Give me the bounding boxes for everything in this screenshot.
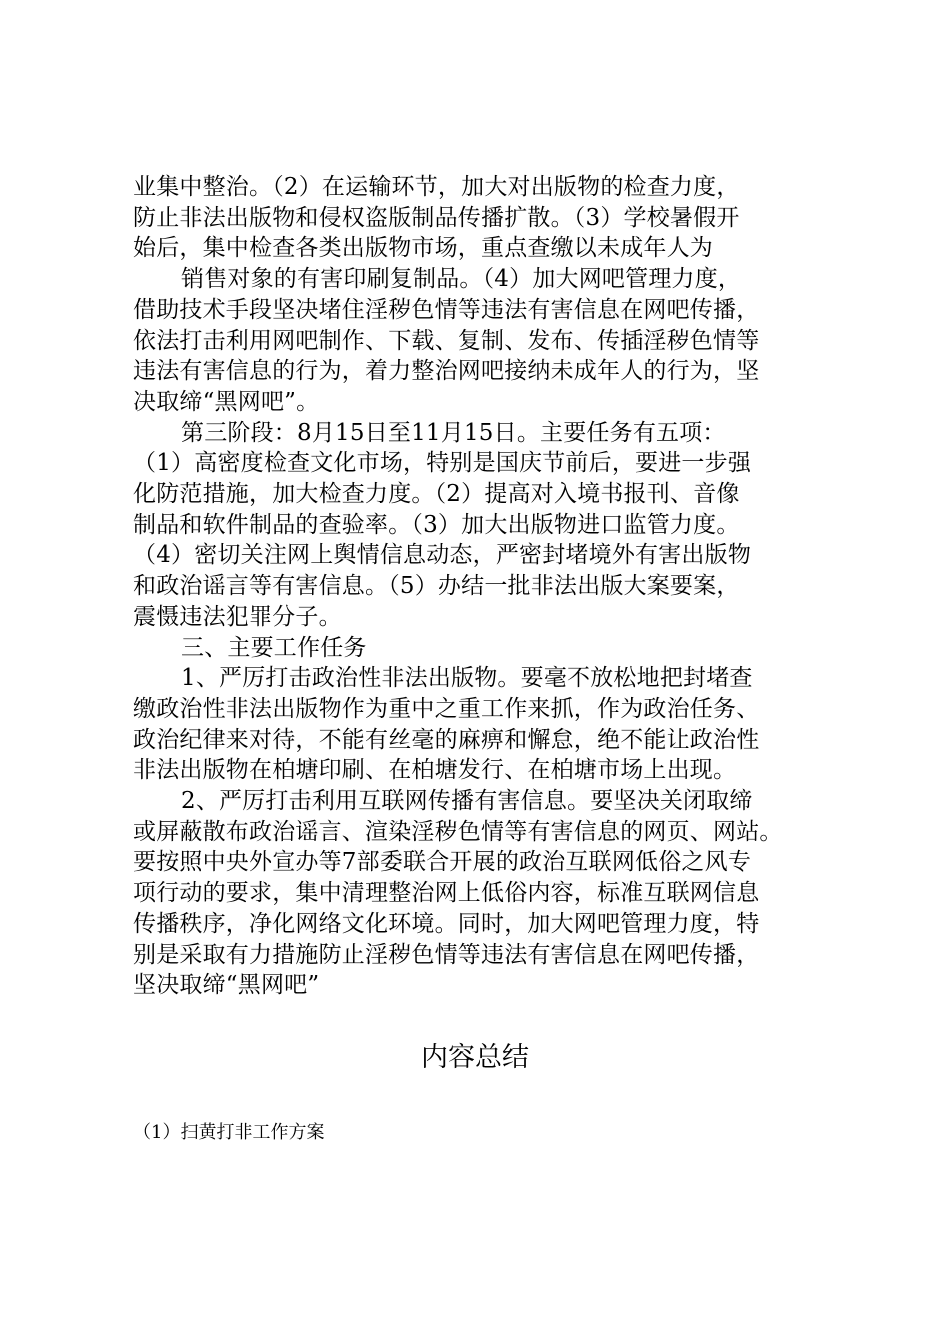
- text-line: 缴政治性非法出版物作为重中之重工作来抓，作为政治任务、: [133, 695, 760, 722]
- text-line: 非法出版物在柏塘印刷、在柏塘发行、在柏塘市场上出现。: [133, 757, 737, 784]
- text-line: 借助技术手段坚决堵住淫秽色情等违法有害信息在网吧传播，: [133, 296, 760, 323]
- text-line: （4）密切关注网上舆情信息动态，严密封堵境外有害出版物: [133, 542, 752, 569]
- text-line: 传播秩序，净化网络文化环境。同时，加大网吧管理力度，特: [133, 910, 760, 937]
- summary-item: （1）扫黄打非工作方案: [133, 1122, 325, 1143]
- text-line: 项行动的要求，集中清理整治网上低俗内容，标准互联网信息: [133, 880, 760, 907]
- text-line: 和政治谣言等有害信息。（5）办结一批非法出版大案要案，: [133, 573, 740, 600]
- text-line: （1）高密度检查文化市场，特别是国庆节前后，要进一步强: [133, 450, 752, 477]
- text-line: 或屏蔽散布政治谣言、渲染淫秽色情等有害信息的网页、网站。: [133, 818, 783, 845]
- text-line: 业集中整治。（2）在运输环节，加大对出版物的检查力度，: [133, 174, 740, 200]
- text-line: 防止非法出版物和侵权盗版制品传播扩散。（3）学校暑假开: [133, 204, 740, 231]
- text-line: 政治纪律来对待，不能有丝毫的麻痹和懈怠，绝不能让政治性: [133, 726, 760, 753]
- text-line: 销售对象的有害印刷复制品。（4）加大网吧管理力度，: [181, 266, 742, 293]
- document-body: [133, 172, 823, 1001]
- text-line: 依法打击利用网吧制作、下载、复制、发布、传插淫秽色情等: [133, 327, 760, 354]
- text-line: 1、严厉打击政治性非法出版物。要毫不放松地把封堵查: [181, 665, 753, 692]
- text-line: 化防范措施，加大检查力度。（2）提高对入境书报刊、音像: [133, 481, 740, 508]
- text-line: 要按照中央外宣办等7部委联合开展的政治互联网低俗之风专: [133, 849, 752, 876]
- text-line: 决取缔“黑网吧”。: [133, 388, 320, 415]
- text-line: 制品和软件制品的查验率。（3）加大出版物进口监管力度。: [133, 511, 740, 538]
- text-line: 坚决取缔“黑网吧”: [133, 972, 320, 999]
- text-line: 第三阶段：8月15日至11月15日。主要任务有五项：: [181, 419, 726, 446]
- text-line: 2、严厉打击利用互联网传播有害信息。要坚决关闭取缔: [181, 788, 753, 815]
- text-line: 别是采取有力措施防止淫秽色情等违法有害信息在网吧传播，: [133, 941, 760, 968]
- text-line: 震慑违法犯罪分子。: [133, 603, 342, 630]
- section-heading: 三、主要工作任务: [181, 634, 367, 661]
- text-line: 始后，集中检查各类出版物市场，重点查缴以未成年人为: [133, 235, 713, 262]
- text-line: 违法有害信息的行为，着力整治网吧接纳未成年人的行为，坚: [133, 358, 760, 385]
- summary-title: 内容总结: [421, 1042, 529, 1073]
